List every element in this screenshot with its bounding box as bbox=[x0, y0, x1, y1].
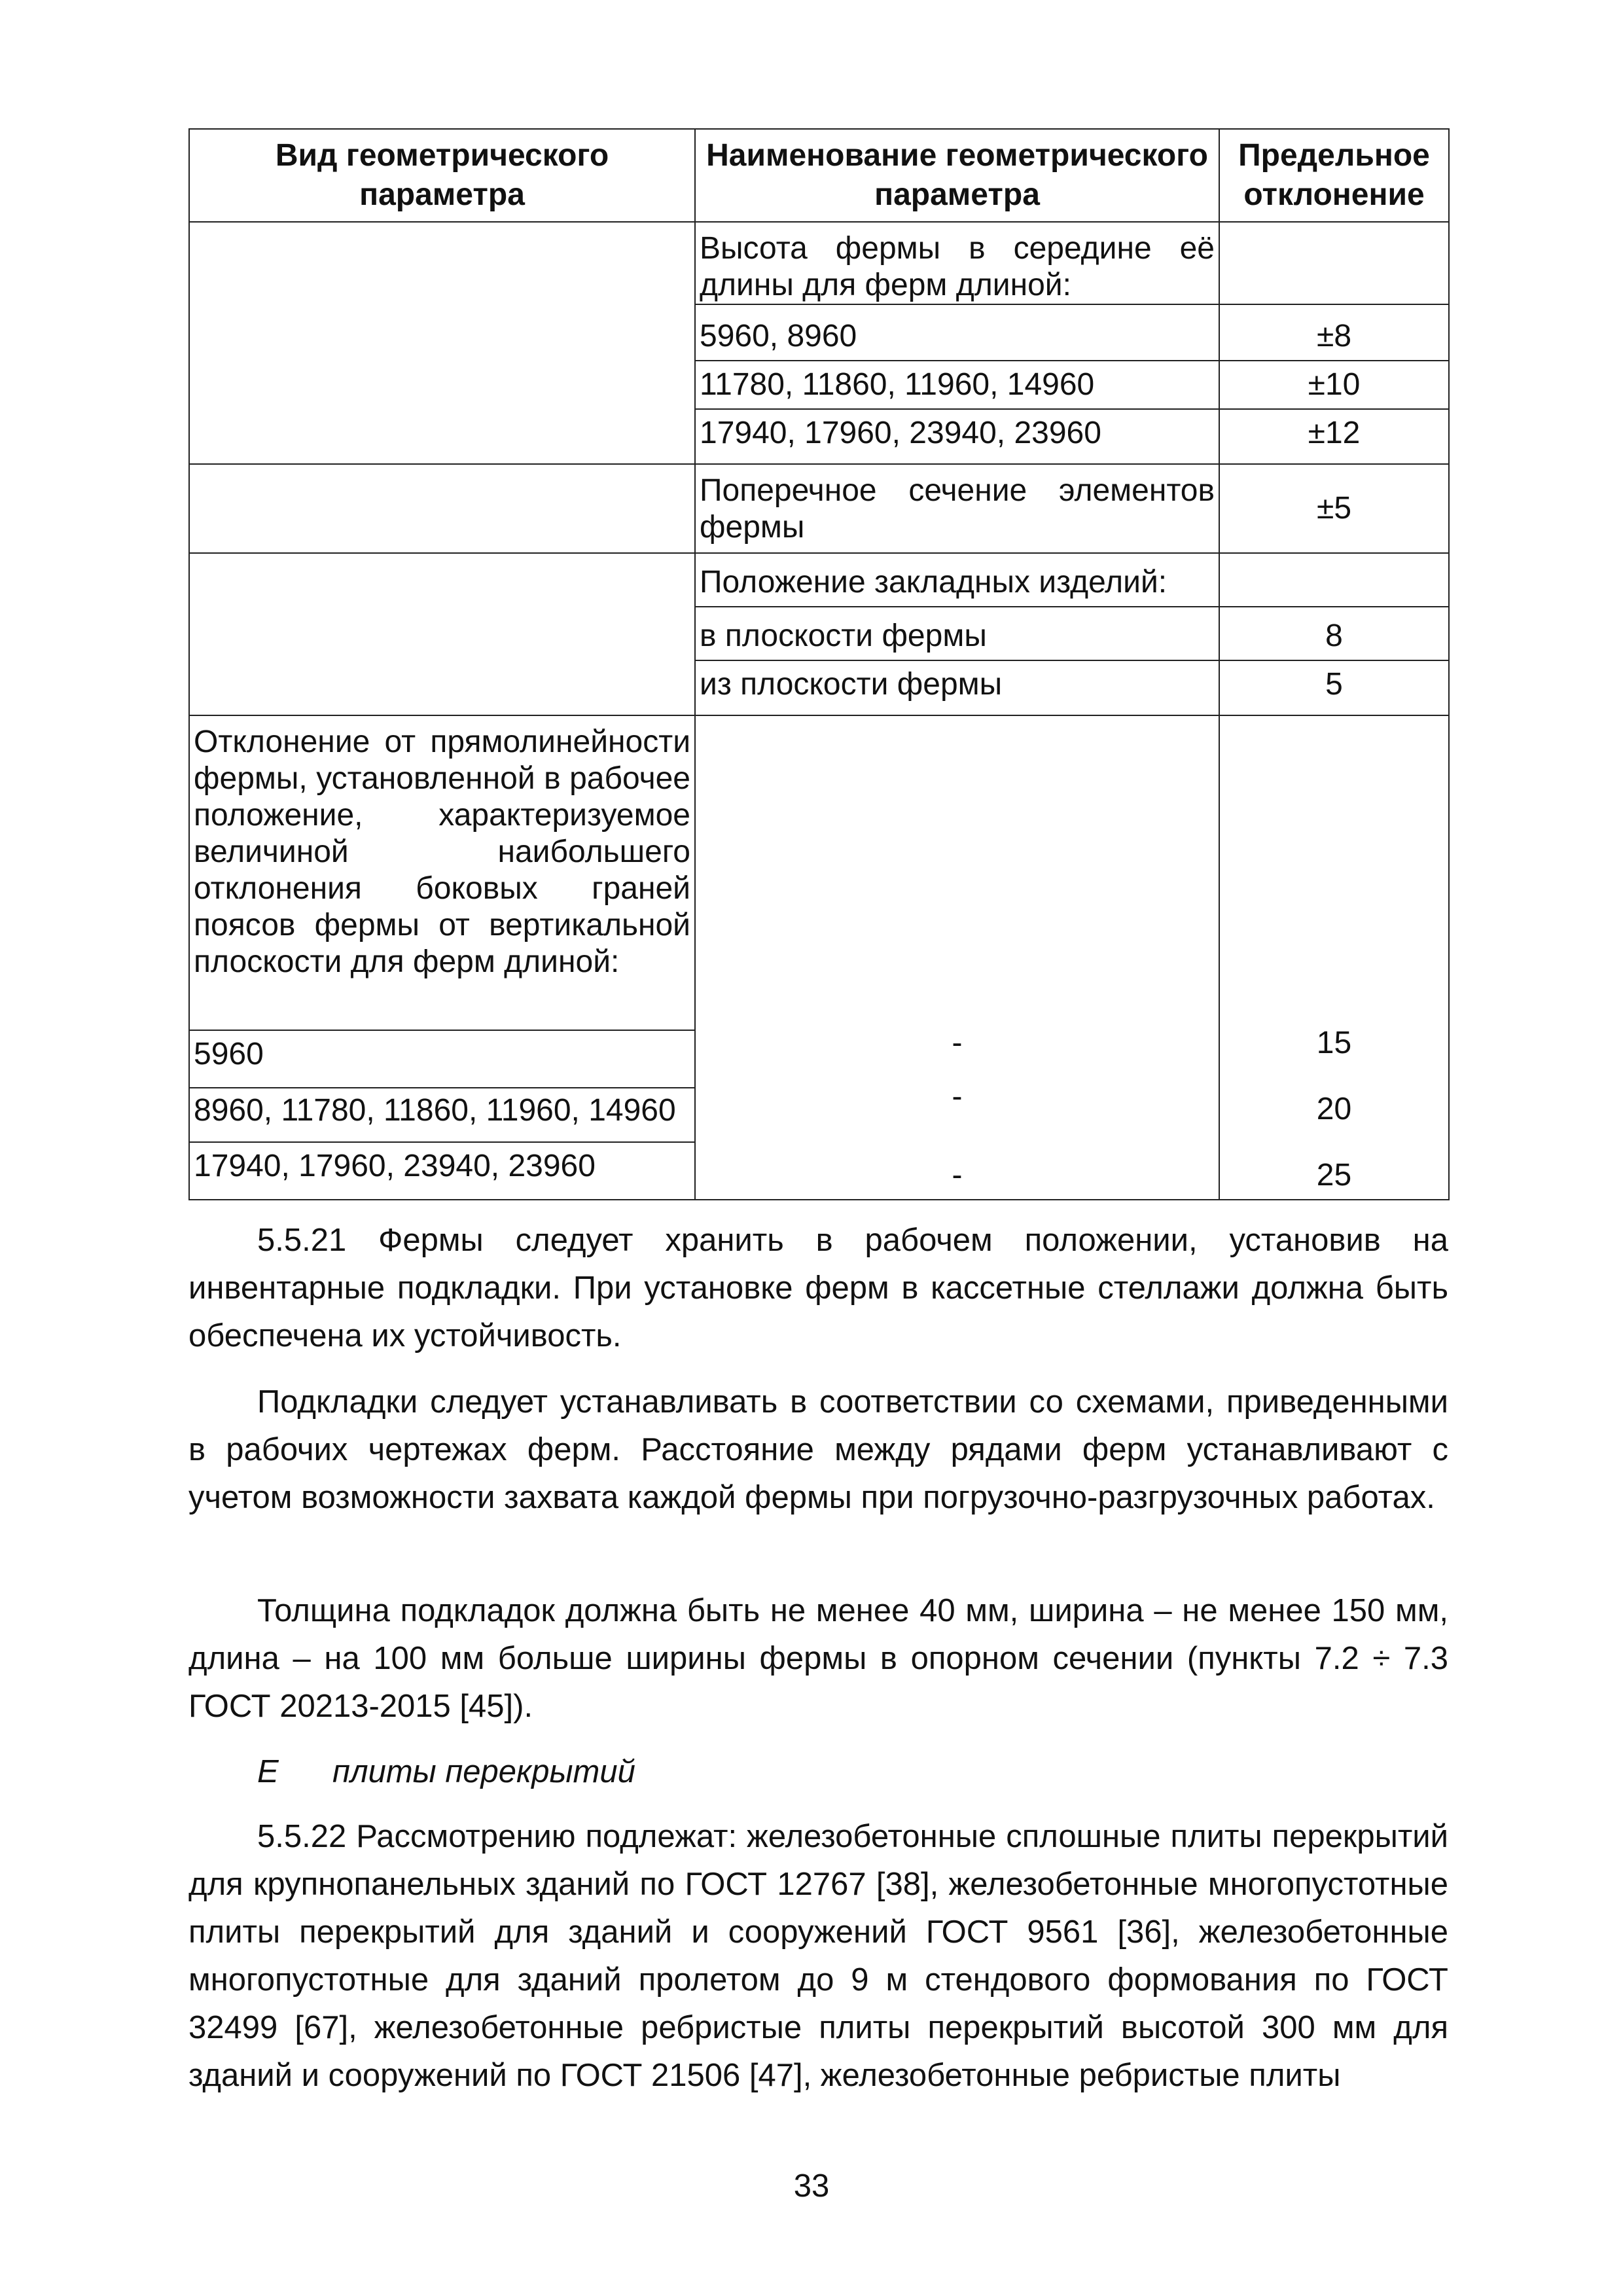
paragraph-pad-size bbox=[188, 1587, 1448, 1731]
header-parameter-name: Наименование геометрического параметра bbox=[695, 129, 1219, 222]
straightness-value-3: 25 bbox=[1316, 1158, 1352, 1193]
table-cell-value-empty bbox=[1219, 553, 1449, 607]
table-cell-kind: 17940, 17960, 23940, 23960 bbox=[189, 1142, 695, 1200]
tolerance-table bbox=[188, 128, 1450, 1200]
table-cell-name: из плоскости фермы bbox=[695, 660, 1219, 715]
table-row bbox=[189, 715, 1449, 1030]
table-row bbox=[189, 222, 1449, 304]
table-row bbox=[189, 553, 1449, 607]
straightness-length-2: 8960, 11780, 11860, 11960, 14960 bbox=[194, 1093, 676, 1128]
section-title: плиты перекрытий bbox=[332, 1754, 635, 1789]
page-number: 33 bbox=[793, 2168, 830, 2204]
header-parameter-kind: Вид геометрического параметра bbox=[189, 129, 695, 222]
table-cell-kind: 5960 bbox=[189, 1030, 695, 1088]
cross-section-label: Поперечное сечение элементов фермы bbox=[700, 473, 1215, 545]
table-cell-value: ±5 bbox=[1219, 464, 1449, 553]
table-cell-value: 8 bbox=[1219, 607, 1449, 660]
table-cell-name: 11780, 11860, 11960, 14960 bbox=[695, 361, 1219, 409]
straightness-label: Отклонение от прямолинейности фермы, установленной в рабочее положение, характеризуемое величиной наибольшего отклонения боковых граней поясов фермы от вертикальной плоскости для ферм длиной: bbox=[194, 725, 690, 979]
table-cell-name bbox=[695, 464, 1219, 553]
dash-3: - bbox=[952, 1158, 963, 1193]
paragraph-5-5-22 bbox=[188, 1813, 1448, 2100]
truss-height-label: Высота фермы в середине её длины для ферм длиной: bbox=[700, 231, 1215, 302]
table-header-row bbox=[189, 129, 1449, 222]
table-cell-value: ±12 bbox=[1219, 409, 1449, 464]
table-cell-name bbox=[695, 222, 1219, 304]
section-letter: Е bbox=[257, 1754, 279, 1789]
table-cell-value: ±8 bbox=[1219, 304, 1449, 361]
table-cell-value: ±10 bbox=[1219, 361, 1449, 409]
table-cell-kind bbox=[189, 715, 695, 1030]
paragraph-text: 5.5.21 Фермы следует хранить в рабочем положении, установив на инвентарные подкладки. При установке ферм в кассетные стеллажи должна быть обеспечена их устойчивость. bbox=[188, 1223, 1448, 1354]
dash-2: - bbox=[952, 1079, 963, 1114]
table-row bbox=[189, 464, 1449, 553]
paragraph-pads bbox=[188, 1378, 1448, 1522]
straightness-value-2: 20 bbox=[1316, 1092, 1352, 1126]
straightness-value-1: 15 bbox=[1316, 1026, 1352, 1060]
table-cell-kind-empty bbox=[189, 464, 695, 553]
table-cell-kind bbox=[189, 1088, 695, 1142]
table-cell-value-empty bbox=[1219, 222, 1449, 304]
table-cell-name-group bbox=[695, 715, 1219, 1200]
table-cell-name: в плоскости фермы bbox=[695, 607, 1219, 660]
paragraph-text: Толщина подкладок должна быть не менее 40 мм, ширина – не менее 150 мм, длина – на 100 мм больше ширины фермы в опорном сечении (пункты 7.2 ÷ 7.3 ГОСТ 20213-2015 [45]). bbox=[188, 1593, 1448, 1724]
section-heading bbox=[257, 1748, 635, 1796]
paragraph-text: Подкладки следует устанавливать в соответствии со схемами, приведенными в рабочих чертежах ферм. Расстояние между рядами ферм устанавливают с учетом возможности захвата каждой фермы при погрузочно-разгрузочных работах. bbox=[188, 1384, 1448, 1515]
table-cell-name: Положение закладных изделий: bbox=[695, 553, 1219, 607]
paragraph-5-5-21 bbox=[188, 1217, 1448, 1360]
table-cell-name: 17940, 17960, 23940, 23960 bbox=[695, 409, 1219, 464]
table-cell-name: 5960, 8960 bbox=[695, 304, 1219, 361]
dash-1: - bbox=[952, 1026, 963, 1060]
header-limit-deviation: Предельное отклонение bbox=[1219, 129, 1449, 222]
table-cell-kind-empty bbox=[189, 222, 695, 464]
table-cell-value-group bbox=[1219, 715, 1449, 1200]
paragraph-text: 5.5.22 Рассмотрению подлежат: железобетонные сплошные плиты перекрытий для крупнопанельных зданий по ГОСТ 12767 [38], железобетонные многопустотные плиты перекрытий для зданий и сооружений ГОСТ 9561 [36], железобетонные многопустотные для зданий пролетом до 9 м стендового формования по ГОСТ 32499 [67], железобетонные ребристые плиты перекрытий высотой 300 мм для зданий и сооружений по ГОСТ 21506 [47], железобетонные ребристые плиты bbox=[188, 1819, 1448, 2093]
table-cell-value: 5 bbox=[1219, 660, 1449, 715]
table-cell-kind-empty bbox=[189, 553, 695, 715]
